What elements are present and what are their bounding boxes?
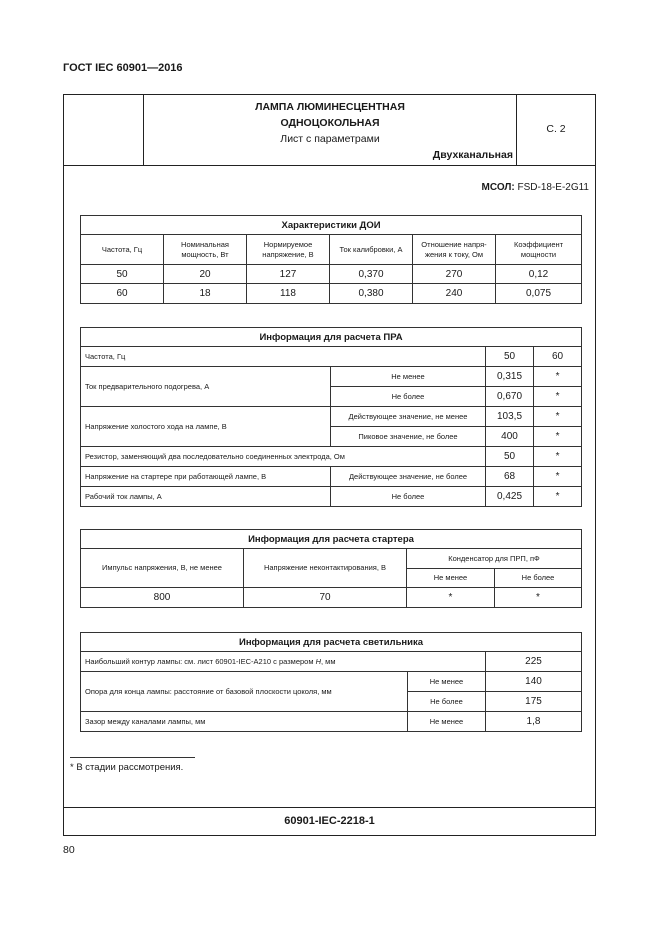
table-row xyxy=(81,284,582,304)
msol-designation xyxy=(482,182,589,193)
page-reference: С. 2 xyxy=(546,123,566,135)
doi-cell: 118 xyxy=(247,284,330,304)
starter-cap-max-value: * xyxy=(495,588,582,608)
pra-preheat-min-50: 0,315 xyxy=(486,367,534,387)
pra-ocv-rms-60: * xyxy=(534,407,582,427)
lamp-title-line2: ОДНОЦОКОЛЬНАЯ xyxy=(280,117,380,129)
msol-label: МСОЛ: xyxy=(481,182,515,193)
pra-freq-50: 50 xyxy=(486,347,534,367)
title-block-divider xyxy=(64,165,595,166)
luminaire-contour-value: 225 xyxy=(486,652,582,672)
footer-divider xyxy=(64,807,595,808)
pra-preheat-min-60: * xyxy=(534,367,582,387)
pra-title: Информация для расчета ПРА xyxy=(81,328,582,347)
msol-value: FSD-18-E-2G11 xyxy=(517,182,589,193)
luminaire-contour-label xyxy=(81,652,486,672)
doi-cell: 20 xyxy=(164,265,247,284)
pra-preheat-max-60: * xyxy=(534,387,582,407)
pra-ocv-rms-50: 103,5 xyxy=(486,407,534,427)
footnote-rule xyxy=(70,757,195,758)
pra-run-current-60: * xyxy=(534,487,582,507)
doi-title: Характеристики ДОИ xyxy=(81,216,582,235)
doi-cell: 0,370 xyxy=(330,265,413,284)
starter-pulse-label: Импульс напряжения, В, не менее xyxy=(81,549,244,588)
luminaire-support-min-label: Не менее xyxy=(408,672,486,692)
doi-cell: 0,075 xyxy=(496,284,582,304)
doi-cell: 270 xyxy=(413,265,496,284)
doi-cell: 0,12 xyxy=(496,265,582,284)
doi-header: Ток калибровки, А xyxy=(330,235,413,265)
luminaire-table xyxy=(80,632,582,732)
pra-starter-voltage-condition: Действующее значение, не более xyxy=(331,467,486,487)
footnote: * В стадии рассмотрения. xyxy=(70,762,184,773)
luminaire-gap-condition: Не менее xyxy=(408,712,486,732)
pra-ocv-rms-label: Действующее значение, не менее xyxy=(331,407,486,427)
table-row xyxy=(81,265,582,284)
doi-header: Нормируемое напряжение, В xyxy=(247,235,330,265)
luminaire-support-max-label: Не более xyxy=(408,692,486,712)
contour-label-h: H xyxy=(315,656,322,666)
pra-starter-voltage-60: * xyxy=(534,467,582,487)
starter-capacitor-label: Конденсатор для ПРП, пФ xyxy=(407,549,582,569)
doi-cell: 18 xyxy=(164,284,247,304)
doi-header: Коэффициент мощности xyxy=(496,235,582,265)
pra-resistor-60: * xyxy=(534,447,582,467)
lamp-title-line1: ЛАМПА ЛЮМИНЕСЦЕНТНАЯ xyxy=(255,101,405,113)
starter-title: Информация для расчета стартера xyxy=(81,530,582,549)
pra-resistor-label: Резистор, заменяющий два последовательно соединенных электрода, Ом xyxy=(81,447,486,467)
starter-table xyxy=(80,529,582,608)
starter-noncontact-value: 70 xyxy=(244,588,407,608)
starter-cap-min-value: * xyxy=(407,588,495,608)
pra-starter-voltage-label: Напряжение на стартере при работающей лампе, В xyxy=(81,467,331,487)
contour-label-unit: , мм xyxy=(321,656,336,666)
pra-preheat-min-label: Не менее xyxy=(331,367,486,387)
pra-ocv-peak-60: * xyxy=(534,427,582,447)
pra-frequency-label: Частота, Гц xyxy=(81,347,486,367)
doi-cell: 60 xyxy=(81,284,164,304)
pra-ocv-peak-label: Пиковое значение, не более xyxy=(331,427,486,447)
pra-run-current-50: 0,425 xyxy=(486,487,534,507)
pra-ocv-peak-50: 400 xyxy=(486,427,534,447)
pra-freq-60: 60 xyxy=(534,347,582,367)
doi-cell: 127 xyxy=(247,265,330,284)
starter-cap-max-label: Не более xyxy=(495,569,582,588)
pra-table xyxy=(80,327,582,507)
luminaire-support-min: 140 xyxy=(486,672,582,692)
pra-run-current-condition: Не более xyxy=(331,487,486,507)
page-number: 80 xyxy=(63,844,75,856)
luminaire-title: Информация для расчета светильника xyxy=(81,633,582,652)
pra-starter-voltage-50: 68 xyxy=(486,467,534,487)
pra-ocv-label: Напряжение холостого хода на лампе, В xyxy=(81,407,331,447)
doi-header: Номинальная мощность, Вт xyxy=(164,235,247,265)
pra-preheat-max-label: Не более xyxy=(331,387,486,407)
starter-noncontact-label: Напряжение неконтактирования, В xyxy=(244,549,407,588)
doi-table xyxy=(80,215,582,304)
doi-cell: 50 xyxy=(81,265,164,284)
doi-header: Отношение напря- жения к току, Ом xyxy=(413,235,496,265)
pra-run-current-label: Рабочий ток лампы, А xyxy=(81,487,331,507)
pra-preheat-label: Ток предварительного подогрева, А xyxy=(81,367,331,407)
luminaire-gap-label: Зазор между каналами лампы, мм xyxy=(81,712,408,732)
doi-header: Частота, Гц xyxy=(81,235,164,265)
sheet-code: 60901-IEC-2218-1 xyxy=(284,815,375,827)
luminaire-support-label: Опора для конца лампы: расстояние от базовой плоскости цоколя, мм xyxy=(81,672,408,712)
lamp-variant: Двухканальная xyxy=(432,149,513,161)
doi-cell: 240 xyxy=(413,284,496,304)
contour-label-text: Наибольший контур лампы: см. лист 60901-IEC-A210 с размером xyxy=(85,656,316,666)
sheet-subtitle: Лист с параметрами xyxy=(280,133,380,145)
luminaire-support-max: 175 xyxy=(486,692,582,712)
pra-resistor-50: 50 xyxy=(486,447,534,467)
pra-preheat-max-50: 0,670 xyxy=(486,387,534,407)
starter-pulse-value: 800 xyxy=(81,588,244,608)
standard-code: ГОСТ IEC 60901—2016 xyxy=(63,62,183,74)
starter-cap-min-label: Не менее xyxy=(407,569,495,588)
luminaire-gap-value: 1,8 xyxy=(486,712,582,732)
doi-cell: 0,380 xyxy=(330,284,413,304)
